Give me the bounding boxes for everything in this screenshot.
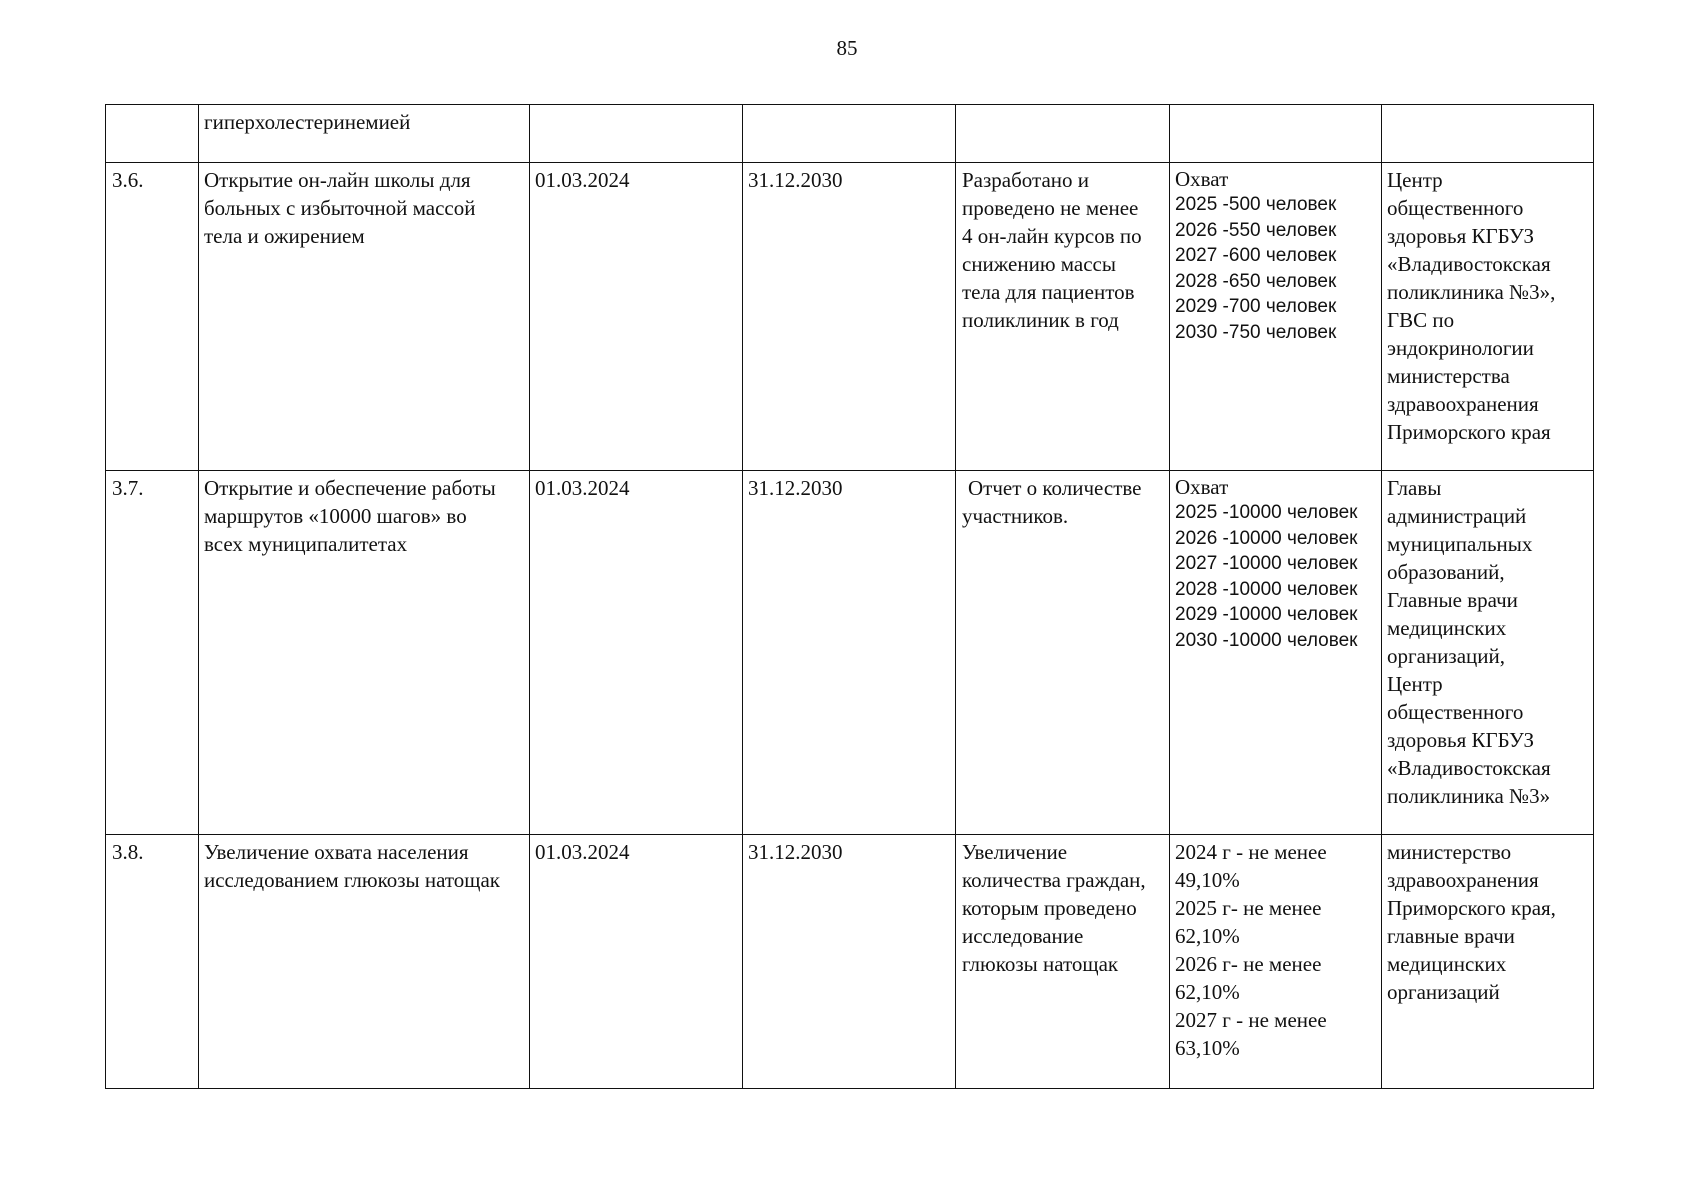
end-date: 31.12.2030: [743, 835, 956, 1089]
activity-line: всех муниципалитетах: [204, 532, 408, 556]
result-line: исследование: [962, 924, 1084, 948]
result-line: снижению массы: [962, 252, 1116, 276]
activity-line: Открытие он-лайн школы для: [204, 168, 471, 192]
end-date-cell: [743, 105, 956, 163]
indicator-title: Охват: [1175, 167, 1229, 191]
activity-cell: [199, 835, 530, 1089]
page-number: 85: [836, 36, 858, 60]
responsible-line: муниципальных: [1387, 532, 1533, 556]
start-date: 01.03.2024: [530, 163, 743, 471]
indicator-line: 2027 -10000 человек: [1175, 553, 1358, 574]
responsible-cell: [1382, 163, 1594, 471]
indicator-line: 2025 г- не менее: [1175, 896, 1322, 920]
result-line: которым проведено: [962, 896, 1137, 920]
responsible-line: общественного: [1387, 196, 1524, 220]
indicator-line: 2029 -700 человек: [1175, 296, 1337, 317]
activity-line: исследованием глюкозы натощак: [204, 868, 500, 892]
table-row-3-8: [106, 835, 1594, 1089]
responsible-line: Главные врачи: [1387, 588, 1518, 612]
activity-cell: [199, 105, 530, 163]
indicator-line: 49,10%: [1175, 868, 1240, 892]
indicator-line: 2026 -10000 человек: [1175, 527, 1358, 549]
responsible-line: здоровья КГБУЗ: [1387, 224, 1535, 248]
indicator-line: 2028 -10000 человек: [1175, 578, 1358, 600]
start-date: 01.03.2024: [530, 471, 743, 835]
result-cell: [956, 163, 1170, 471]
responsible-line: эндокринологии: [1387, 336, 1534, 360]
result-line: проведено не менее: [962, 196, 1139, 220]
responsible-line: главные врачи: [1387, 924, 1515, 948]
responsible-line: Центр: [1387, 168, 1443, 192]
result-line: Увеличение: [962, 840, 1068, 864]
indicator-line: 2030 -10000 человек: [1175, 629, 1358, 651]
activity-cell: [199, 471, 530, 835]
responsible-line: здоровья КГБУЗ: [1387, 728, 1535, 752]
indicator-title: Охват: [1175, 475, 1229, 499]
result-line: глюкозы натощак: [962, 952, 1119, 976]
activity-line: Увеличение охвата населения: [204, 840, 469, 864]
responsible-line: здравоохранения: [1387, 868, 1539, 892]
activity-line: маршрутов «10000 шагов» во: [204, 504, 467, 528]
activity-line: Открытие и обеспечение работы: [204, 476, 496, 500]
indicator-line: 62,10%: [1175, 980, 1240, 1004]
end-date: 31.12.2030: [743, 471, 956, 835]
indicator-cell: [1170, 163, 1382, 471]
indicator-line: 2027 г - не менее: [1175, 1008, 1327, 1032]
indicator-line: 2027 -600 человек: [1175, 245, 1337, 266]
responsible-line: «Владивостокская: [1387, 756, 1551, 780]
result-cell: [956, 105, 1170, 163]
responsible-line: министерство: [1387, 840, 1512, 864]
activity-line: больных с избыточной массой: [204, 196, 476, 220]
result-line: участников.: [962, 504, 1069, 528]
indicator-line: 2025 -10000 человек: [1175, 502, 1358, 523]
responsible-cell: [1382, 835, 1594, 1089]
indicator-line: 63,10%: [1175, 1036, 1240, 1060]
indicator-line: 2026 -550 человек: [1175, 219, 1337, 241]
activity-line: тела и ожирением: [204, 224, 365, 248]
responsible-line: ГВС по: [1387, 308, 1455, 332]
responsible-line: «Владивостокская: [1387, 252, 1551, 276]
responsible-line: поликлиника №3»: [1387, 784, 1551, 808]
indicator-cell: [1170, 835, 1382, 1089]
activity-text: гиперхолестеринемией: [204, 110, 411, 134]
result-line: количества граждан,: [962, 868, 1146, 892]
result-line: поликлиник в год: [962, 308, 1119, 332]
responsible-line: министерства: [1387, 364, 1510, 388]
indicator-line: 2030 -750 человек: [1175, 321, 1337, 343]
end-date: 31.12.2030: [743, 163, 956, 471]
indicator-cell: [1170, 471, 1382, 835]
responsible-cell: [1382, 471, 1594, 835]
indicator-line: 2026 г- не менее: [1175, 952, 1322, 976]
result-line: Разработано и: [962, 168, 1090, 192]
result-cell: [956, 471, 1170, 835]
result-line: тела для пациентов: [962, 280, 1135, 304]
indicator-line: 2025 -500 человек: [1175, 194, 1337, 215]
indicator-cell: [1170, 105, 1382, 163]
result-cell: [956, 835, 1170, 1089]
responsible-line: медицинских: [1387, 616, 1507, 640]
number-cell: [106, 105, 199, 163]
responsible-line: общественного: [1387, 700, 1524, 724]
indicator-line: 2024 г - не менее: [1175, 840, 1327, 864]
table-row-continuation: [106, 105, 1594, 163]
responsible-line: образований,: [1387, 560, 1505, 584]
table-row-3-7: [106, 471, 1594, 835]
result-line: 4 он-лайн курсов по: [962, 224, 1142, 248]
responsible-line: Главы: [1387, 476, 1442, 500]
responsible-line: Приморского края: [1387, 420, 1551, 444]
responsible-line: Центр: [1387, 672, 1443, 696]
table-row-3-6: [106, 163, 1594, 471]
activity-cell: [199, 163, 530, 471]
responsible-line: администраций: [1387, 504, 1527, 528]
row-number: 3.7.: [106, 471, 199, 835]
start-date-cell: [530, 105, 743, 163]
indicator-line: 62,10%: [1175, 924, 1240, 948]
responsible-line: организаций,: [1387, 644, 1505, 668]
row-number: 3.8.: [106, 835, 199, 1089]
responsible-line: медицинских: [1387, 952, 1507, 976]
result-line: Отчет о количестве: [968, 476, 1142, 500]
start-date: 01.03.2024: [530, 835, 743, 1089]
measures-table: [105, 104, 1594, 1089]
responsible-line: поликлиника №3»,: [1387, 280, 1556, 304]
responsible-line: здравоохранения: [1387, 392, 1539, 416]
row-number: 3.6.: [106, 163, 199, 471]
indicator-line: 2028 -650 человек: [1175, 270, 1337, 292]
responsible-cell: [1382, 105, 1594, 163]
responsible-line: Приморского края,: [1387, 896, 1556, 920]
indicator-line: 2029 -10000 человек: [1175, 604, 1358, 625]
responsible-line: организаций: [1387, 980, 1500, 1004]
